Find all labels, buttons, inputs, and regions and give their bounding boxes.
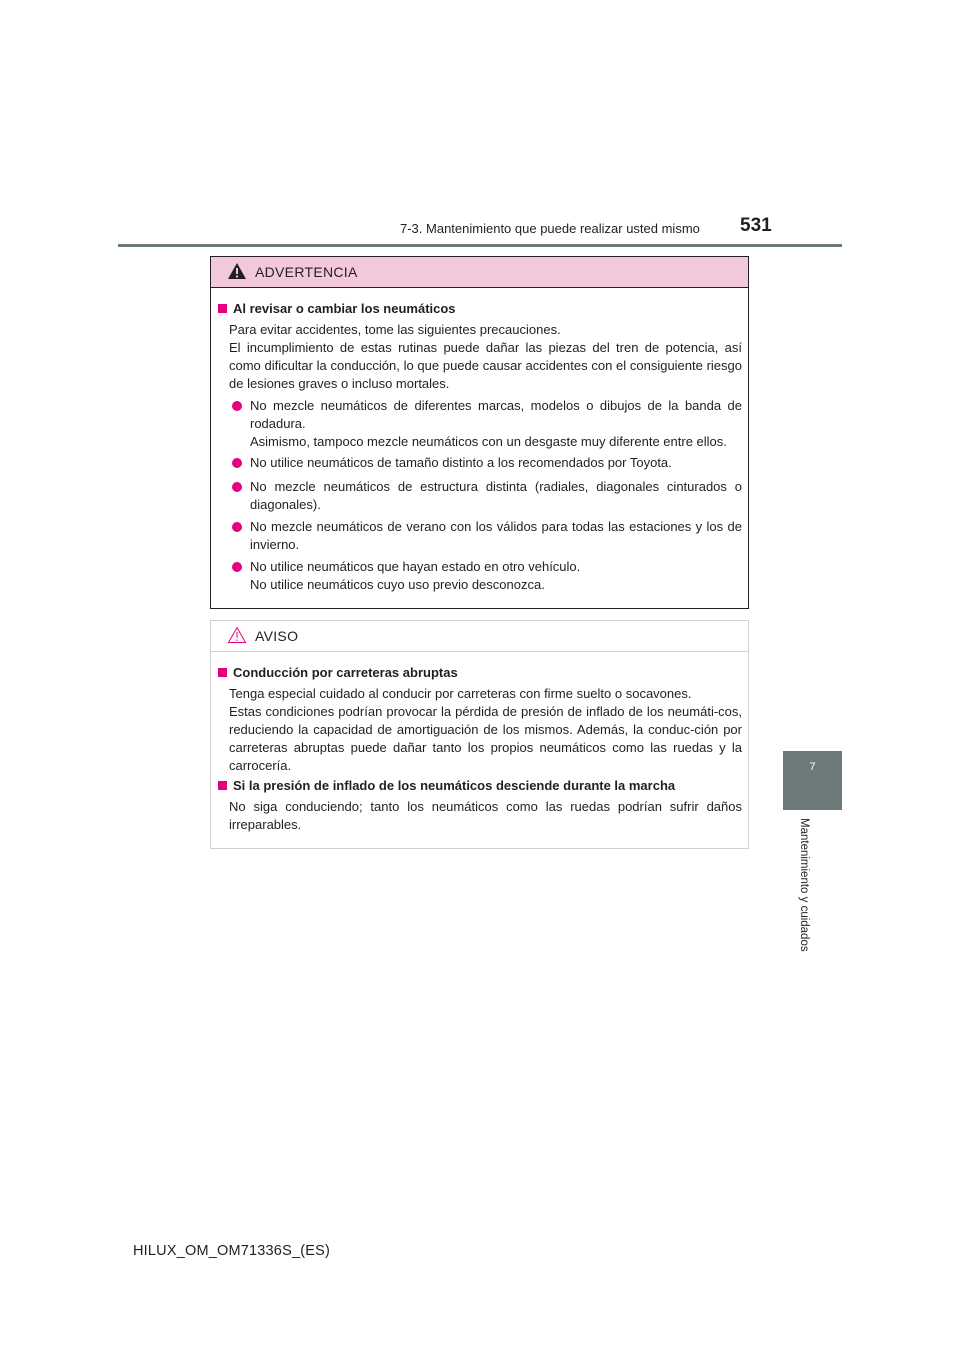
warning-section-heading <box>218 301 742 316</box>
bullet-text: Asimismo, tampoco mezcle neumáticos con un desgaste muy diferente entre ellos. <box>250 434 727 449</box>
notice-paragraph: Estas condiciones podrían provocar la pérdida de presión de inflado de los neumáti-cos, reduciendo la capacidad de amortiguación de los mismos. Además, la conduc-ción por carreteras abruptas puede dañar tanto los propios neumáticos como las ruedas y la carrocería. <box>229 704 742 773</box>
bullet-text: No mezcle neumáticos de verano con los válidos para todas las estaciones y los de invierno. <box>250 519 742 552</box>
list-item <box>229 518 742 554</box>
bullet-text: No mezcle neumáticos de estructura distinta (radiales, diagonales cinturados o diagonales). <box>250 479 742 512</box>
notice-paragraph: No siga conduciendo; tanto los neumáticos como las ruedas podrían sufrir daños irreparables. <box>229 799 742 832</box>
warning-header <box>211 257 748 288</box>
chapter-number: 7 <box>809 761 816 773</box>
document-code: HILUX_OM_OM71336S_(ES) <box>133 1243 331 1259</box>
notice-header <box>211 621 748 652</box>
bullet-dot-icon <box>232 458 242 468</box>
list-item <box>229 478 742 514</box>
warning-intro-2: El incumplimiento de estas rutinas puede dañar las piezas del tren de potencia, así como dificultar la conducción, lo que puede causar accidentes con el consiguiente riesgo de lesiones graves o incluso mortales. <box>229 340 742 391</box>
bullet-text: No utilice neumáticos que hayan estado en otro vehículo. <box>250 559 581 574</box>
square-bullet-icon <box>218 304 227 313</box>
warning-box <box>210 256 749 609</box>
notice-heading-text: Conducción por carreteras abruptas <box>233 665 458 680</box>
bullet-text: No utilice neumáticos de tamaño distinto a los recomendados por Toyota. <box>250 455 672 470</box>
bullet-dot-icon <box>232 482 242 492</box>
notice-heading-text: Si la presión de inflado de los neumáticos desciende durante la marcha <box>233 778 676 793</box>
warning-triangle-icon <box>227 262 247 285</box>
bullet-dot-icon <box>232 562 242 572</box>
notice-section-heading <box>218 778 742 793</box>
notice-title: AVISO <box>255 628 299 644</box>
bullet-dot-icon <box>232 401 242 411</box>
list-item <box>229 558 742 594</box>
list-item <box>229 454 742 472</box>
bullet-text: No mezcle neumáticos de diferentes marcas, modelos o dibujos de la banda de rodadura. <box>250 398 742 431</box>
page-number: 531 <box>740 215 772 236</box>
square-bullet-icon <box>218 781 227 790</box>
warning-heading-text: Al revisar o cambiar los neumáticos <box>233 301 456 316</box>
notice-box <box>210 620 749 849</box>
header-divider <box>118 244 842 247</box>
bullet-dot-icon <box>232 522 242 532</box>
chapter-label: Mantenimiento y cuidados <box>798 818 810 952</box>
warning-title: ADVERTENCIA <box>255 264 358 280</box>
chapter-tab <box>783 751 842 810</box>
caution-triangle-icon <box>227 626 247 649</box>
notice-paragraph: Tenga especial cuidado al conducir por carreteras con firme suelto o socavones. <box>229 686 692 701</box>
notice-section-heading <box>218 665 742 680</box>
warning-intro-1: Para evitar accidentes, tome las siguientes precauciones. <box>229 322 561 337</box>
section-title: 7-3. Mantenimiento que puede realizar usted mismo <box>400 221 700 236</box>
list-item <box>229 397 742 451</box>
bullet-text: No utilice neumáticos cuyo uso previo desconozca. <box>250 577 545 592</box>
square-bullet-icon <box>218 668 227 677</box>
